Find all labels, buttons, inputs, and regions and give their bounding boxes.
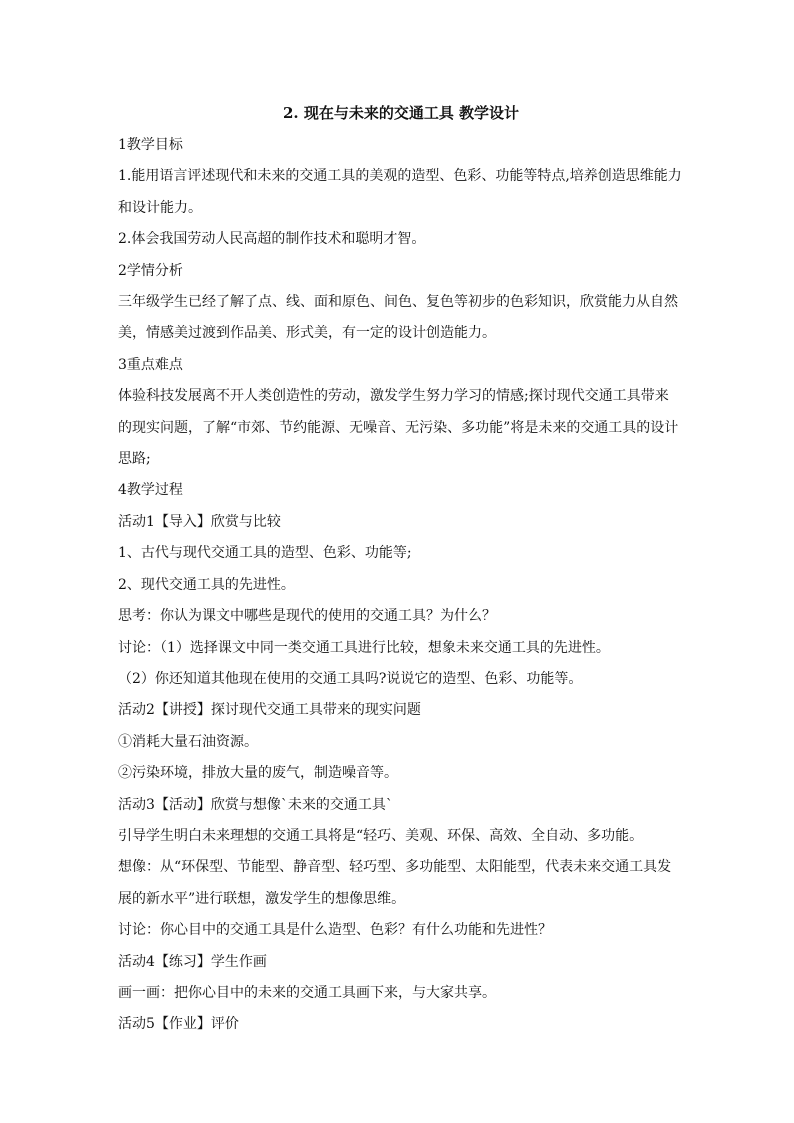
key-points-line-3: 思路;	[118, 451, 151, 468]
activity-1-heading: 活动1【导入】欣赏与比较	[118, 513, 281, 530]
activity-4-heading: 活动4【练习】学生作画	[118, 953, 267, 970]
activity-1-item-1: 1、古代与现代交通工具的造型、色彩、功能等;	[118, 545, 412, 562]
activity-1-discuss-1: 讨论：（1）选择课文中同一类交通工具进行比较，想象未来交通工具的先进性。	[118, 639, 610, 656]
goal-1-line-2: 和设计能力。	[118, 199, 202, 216]
goal-1-line-1: 1.能用语言评述现代和未来的交通工具的美观的造型、色彩、功能等特点,培养创造思维能力	[118, 168, 682, 185]
activity-3-discuss: 讨论：你心目中的交通工具是什么造型、色彩？有什么功能和先进性？	[118, 922, 552, 939]
document-page	[118, 100, 682, 1041]
heading-key-points: 3重点难点	[118, 356, 183, 373]
activity-2-item-1: ①消耗大量石油资源。	[118, 733, 258, 750]
activity-5-heading: 活动5【作业】评价	[118, 1016, 239, 1033]
document-title: 2. 现在与未来的交通工具 教学设计	[282, 104, 520, 122]
activity-3-imagine-line-1: 想像：从“环保型、节能型、静音型、轻巧型、多功能型、太阳能型，代表未来交通工具发	[118, 859, 672, 876]
heading-teaching-process: 4教学过程	[118, 482, 183, 499]
key-points-line-2: 的现实问题，了解“市郊、节约能源、无噪音、无污染、多功能”将是未来的交通工具的设计	[118, 419, 679, 436]
goal-2: 2.体会我国劳动人民高超的制作技术和聪明才智。	[118, 231, 426, 248]
activity-3-heading: 活动3【活动】欣赏与想像`未来的交通工具`	[118, 796, 393, 813]
activity-1-item-2: 2、现代交通工具的先进性。	[118, 576, 295, 593]
activity-1-discuss-2: （2）你还知道其他现在使用的交通工具吗?说说它的造型、色彩、功能等。	[118, 670, 583, 687]
document-body	[118, 130, 682, 1041]
activity-2-heading: 活动2【讲授】探讨现代交通工具带来的现实问题	[118, 702, 421, 719]
heading-teaching-goals: 1教学目标	[118, 137, 183, 153]
activity-3-imagine-line-2: 展的新水平”进行联想，激发学生的想像思维。	[118, 890, 406, 907]
learner-analysis-line-2: 美，情感美过渡到作品美、形式美，有一定的设计创造能力。	[118, 325, 496, 342]
activity-2-item-2: ②污染环境，排放大量的废气，制造噪音等。	[118, 765, 398, 782]
activity-3-guide: 引导学生明白未来理想的交通工具将是“轻巧、美观、环保、高效、全自动、多功能。	[118, 827, 644, 844]
activity-1-think: 思考：你认为课文中哪些是现代的使用的交通工具？为什么？	[118, 608, 496, 625]
key-points-line-1: 体验科技发展离不开人类创造性的劳动，激发学生努力学习的情感;探讨现代交通工具带来	[118, 388, 669, 405]
heading-learner-analysis: 2学情分析	[118, 262, 183, 279]
learner-analysis-line-1: 三年级学生已经了解了点、线、面和原色、间色、复色等初步的色彩知识，欣赏能力从自然	[118, 294, 678, 311]
activity-4-draw: 画一画：把你心目中的未来的交通工具画下来，与大家共享。	[118, 984, 496, 1001]
